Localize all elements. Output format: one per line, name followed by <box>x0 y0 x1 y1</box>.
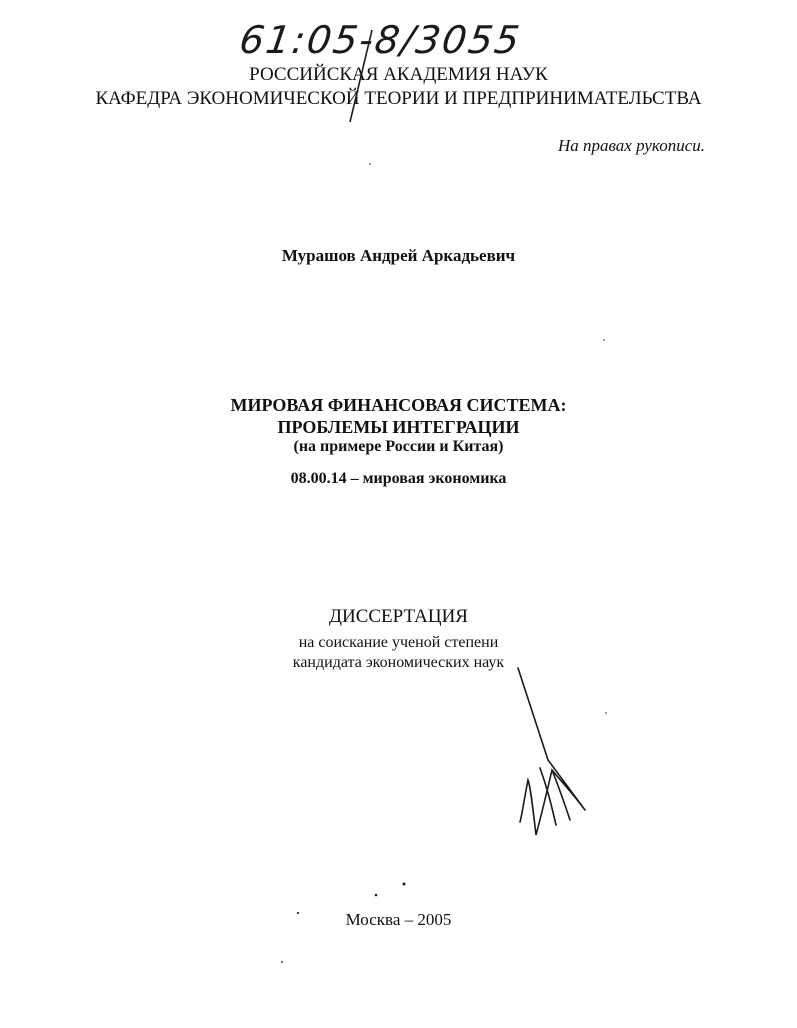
work-type: ДИССЕРТАЦИЯ <box>329 606 468 627</box>
signature-stroke <box>518 668 585 835</box>
author-name: Мурашов Андрей Аркадьевич <box>281 246 516 265</box>
title-line-1: МИРОВАЯ ФИНАНСОВАЯ СИСТЕМА: <box>230 395 567 415</box>
title-line-2: ПРОБЛЕМЫ ИНТЕГРАЦИИ <box>277 417 520 437</box>
title-line-3: (на примере России и Китая) <box>293 438 504 455</box>
ink-speck <box>603 339 605 341</box>
ink-speck <box>369 163 371 165</box>
handwritten-archive-number <box>237 18 524 62</box>
department-name: КАФЕДРА ЭКОНОМИЧЕСКОЙ ТЕОРИИ И ПРЕДПРИНИМАТЕЛЬСТВА <box>95 88 702 109</box>
degree-line-2: кандидата экономических наук <box>292 654 505 671</box>
ink-speck <box>375 894 378 897</box>
ink-speck <box>281 961 283 963</box>
archive-number-text: 61:05-8/3055 <box>236 18 525 62</box>
ink-speck <box>605 712 607 714</box>
degree-line-1: на соискание ученой степени <box>298 634 499 651</box>
institution-name: РОССИЙСКАЯ АКАДЕМИЯ НАУК <box>249 64 548 85</box>
specialty-code: 08.00.14 – мировая экономика <box>290 470 507 487</box>
place-and-year: Москва – 2005 <box>345 910 452 929</box>
ink-speck <box>403 883 406 886</box>
manuscript-rights-note: На правах рукописи. <box>557 136 705 155</box>
